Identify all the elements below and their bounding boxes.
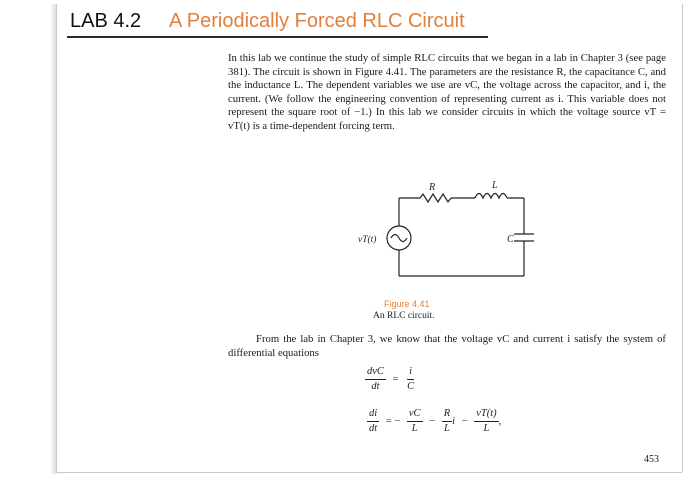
intro-paragraph: In this lab we continue the study of simple RLC circuits that we began in a lab in Chapter 3 (see page 381). The circuit is shown in Figure 4.41. The parameters are the resistance R, the capacitance C, and the inductance L. The dependent variables we use are vC, the voltage across the capacitor, and i, the current. (We follow the engineering convention of representing current as i. This variable does not represent the square root of −1.) In this lab we consider circuits in which the voltage source vT = vT(t) is a time-dependent forcing term.: [228, 52, 666, 132]
current-variable: i: [452, 416, 456, 427]
equals-minus: = −: [385, 416, 401, 427]
rlc-circuit-diagram: [320, 178, 550, 288]
system-intro-paragraph: From the lab in Chapter 3, we know that the voltage vC and current i satisfy the system of differential equations: [228, 333, 666, 359]
page-number: 453: [644, 454, 659, 465]
lab-number: LAB 4.2: [70, 10, 142, 32]
minus-sign-2: −: [461, 416, 468, 427]
fraction-r-l: $\frac{R}{L}$: [443, 408, 451, 434]
fraction-i-c: $\frac{i}{C}$: [407, 366, 415, 392]
resistor-label: R: [429, 182, 436, 193]
lab-title: A Periodically Forced RLC Circuit: [169, 10, 465, 32]
capacitor-label: C: [507, 234, 514, 245]
inductor-label: L: [492, 180, 498, 191]
fraction-vt-l: $\frac{vT(t)}{L}$: [476, 408, 497, 434]
page-edge-shadow: [50, 4, 57, 474]
source-label: vT(t): [358, 235, 377, 245]
figure-label: Figure 4.41: [384, 299, 430, 309]
equals-sign: =: [392, 374, 399, 385]
header-rule: [67, 36, 488, 38]
minus-sign: −: [429, 416, 436, 427]
trailing-comma: ,: [498, 416, 502, 427]
sine-wave-icon: [391, 235, 407, 242]
resistor-symbol: [420, 194, 451, 202]
fraction-vc-l: $\frac{vC}{L}$: [408, 408, 421, 434]
equation-di-dt: [367, 408, 501, 435]
fraction-di-dt: $\frac{di}{dt}$: [369, 408, 378, 434]
figure-caption: An RLC circuit.: [373, 311, 435, 321]
equation-dvc-dt: [365, 366, 416, 393]
inductor-symbol: [475, 194, 507, 199]
fraction-dvc-dt: $\frac{\text{dvC}}{dt}$: [367, 366, 384, 392]
